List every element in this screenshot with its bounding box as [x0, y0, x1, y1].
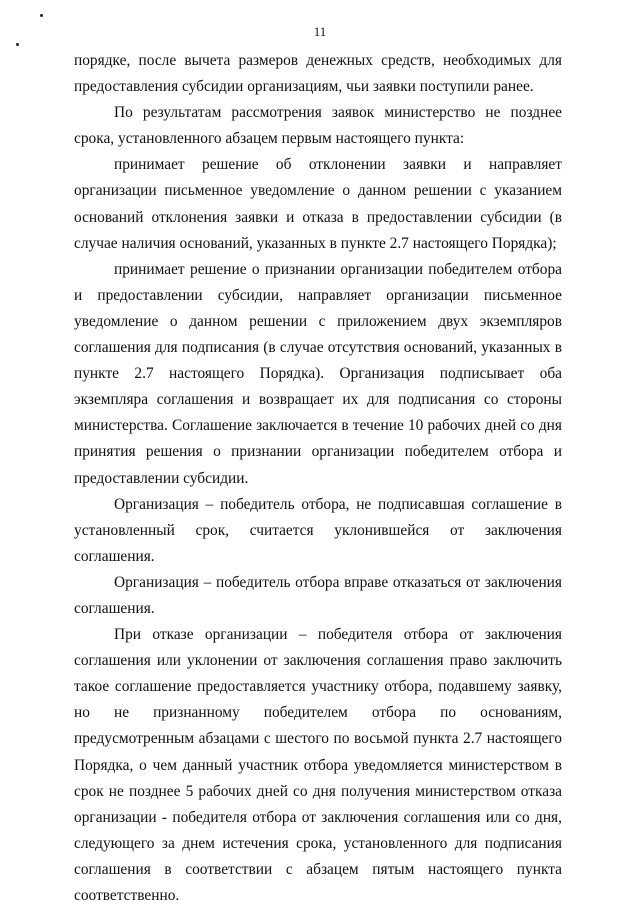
paragraph-review-results: По результатам рассмотрения заявок министерство не позднее срока, установленного абзацем первым настоящего пункта:	[74, 104, 562, 148]
paragraph-winner-decision: принимает решение о признании организации победителем отбора и предоставлении субсидии, направляет организации письменное уведомление о данном решении с приложением двух экземпляров соглашения для подписания (в случае отсутствия оснований, указанных в пункте 2.7 настоящего Порядка). Организация подписывает оба экземпляра соглашения и возвращает их для подписания со стороны министерства. Соглашение заключается в течение 10 рабочих дней со дня принятия решения о признании организации победителем отбора и предоставлении субсидии.	[74, 260, 562, 487]
paragraph-rejection-decision: принимает решение об отклонении заявки и направляет организации письменное уведомление о данном решении с указанием оснований отклонения заявки и отказа в предоставлении субсидии (в случае наличия оснований, указанных в пункте 2.7 настоящего Порядка);	[74, 156, 562, 252]
paragraph-refusal-right: Организация – победитель отбора вправе отказаться от заключения соглашения.	[74, 573, 562, 617]
page-number: 11	[313, 24, 327, 39]
paragraph-continuation: порядке, после вычета размеров денежных средств, необходимых для предоставления субсидии организациям, чьи заявки поступили ранее.	[74, 52, 562, 96]
document-body	[74, 48, 562, 909]
paragraph-next-participant: При отказе организации – победителя отбора от заключения соглашения или уклонении от заключения соглашения право заключить такое соглашение предоставляется участнику отбора, подавшему заявку, но не признанному победителем отбора по основаниям, предусмотренным абзацами с шестого по восьмой пункта 2.7 настоящего Порядка, о чем данный участник отбора уведомляется министерством в срок не позднее 5 рабочих дней со дня получения министерством отказа организации - победителя отбора от заключения соглашения или со дня, следующего за днем истечения срока, установленного для подписания соглашения в соответствии с абзацем пятым настоящего пункта соответственно.	[74, 626, 562, 904]
scan-speck	[16, 43, 19, 46]
paragraph-evasion: Организация – победитель отбора, не подписавшая соглашение в установленный срок, считается уклонившейся от заключения соглашения.	[74, 495, 562, 565]
scan-speck	[40, 14, 43, 17]
